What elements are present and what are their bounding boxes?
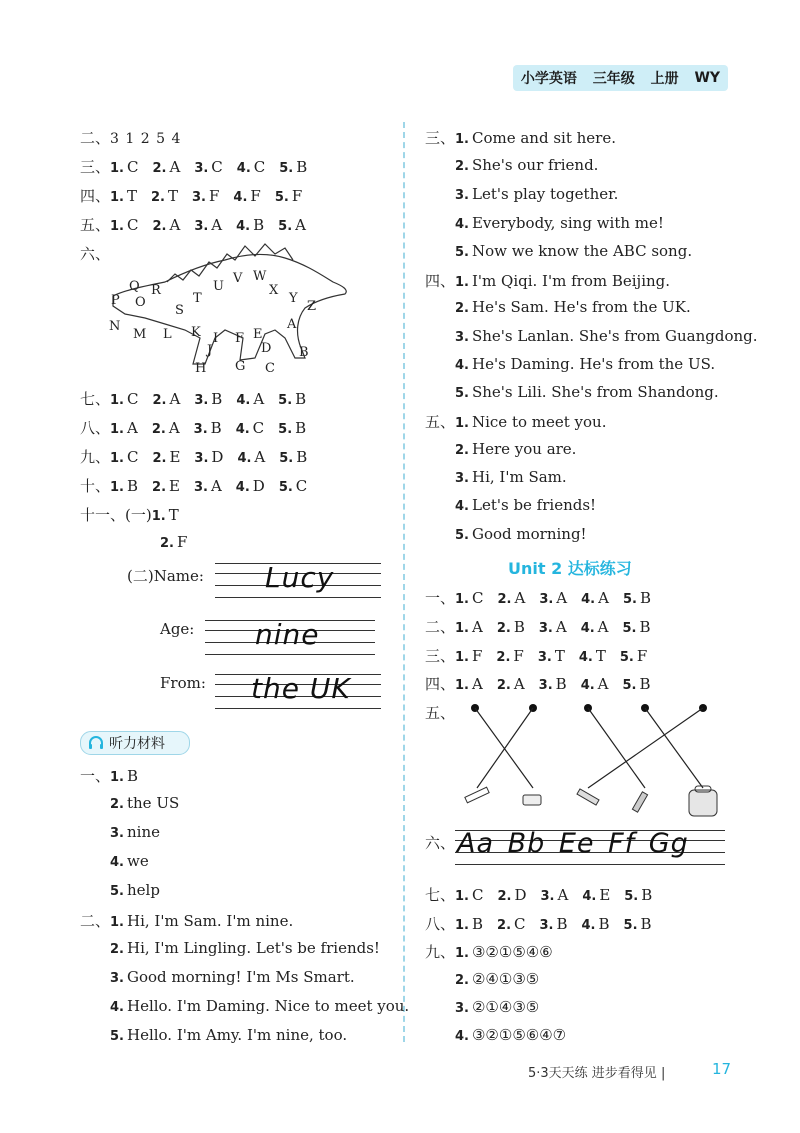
unit-row-9-2: 2. ②④①③⑤: [455, 970, 540, 988]
dinosaur-illustration: [105, 238, 355, 378]
right-r3-2: 2. She's our friend.: [455, 156, 599, 174]
listening-badge: [80, 731, 190, 755]
dot-label-O: O: [135, 295, 146, 310]
handwritten-name: Lucy: [265, 561, 335, 594]
item: 4. B: [236, 216, 265, 234]
section-label: 三、: [80, 158, 111, 176]
item: 5. B: [622, 618, 651, 636]
page-header: [513, 65, 728, 91]
item: 2. A: [497, 589, 526, 607]
item: 2. T: [151, 187, 179, 205]
handwriting-from: [215, 674, 381, 714]
section-label: 六、: [425, 834, 456, 852]
unit-row-6: [425, 832, 455, 853]
section-label: 四、: [425, 675, 456, 693]
dot-label-K: K: [191, 325, 201, 340]
item: 1. F: [455, 647, 483, 665]
right-r5-4: 4. Let's be friends!: [455, 496, 597, 514]
item: 2. D: [497, 886, 527, 904]
card-from-row: [160, 674, 206, 692]
field-label: Name:: [153, 567, 204, 585]
item: 2. A: [496, 675, 525, 693]
right-r4-3: 3. She's Lanlan. She's from Guangdong.: [455, 327, 758, 345]
item: 4. C: [236, 158, 266, 176]
handwriting-letters: [455, 826, 725, 870]
unit-row-1: [425, 587, 665, 608]
dot-label-N: N: [109, 319, 121, 334]
item: 3. D: [194, 448, 224, 466]
section-label: 三、: [425, 647, 456, 665]
footer-brand: 5·3天天练 进步看得见 |: [528, 1066, 666, 1081]
answer-row-qi: [80, 388, 320, 409]
section-label: 九、: [425, 943, 456, 961]
unit-row-8: [425, 913, 666, 934]
dot-label-H: H: [195, 361, 207, 376]
header-volume: 上册: [650, 71, 679, 87]
pen-icon: [632, 792, 647, 812]
answer-row-si: [80, 185, 316, 206]
item: 1. C: [110, 390, 139, 408]
answer-row-shiyi-2: [160, 533, 187, 551]
listening-title: 听力材料: [109, 736, 165, 752]
eraser-icon: [523, 795, 541, 805]
ruler-icon: [465, 787, 489, 803]
item: 2. B: [496, 618, 525, 636]
item: 2. A: [152, 216, 181, 234]
section-label: 十一、: [80, 506, 126, 524]
item: 4. A: [581, 589, 609, 607]
handwriting-age: [205, 620, 375, 660]
item: 2. F: [496, 647, 524, 665]
listen-l1-2: 2. the US: [110, 794, 180, 812]
item: 4. D: [235, 477, 265, 495]
card-name-row: [127, 565, 204, 586]
item: 2. A: [152, 158, 181, 176]
item: 1. A: [455, 675, 483, 693]
unit-row-2: [425, 616, 665, 637]
item: 5. F: [619, 647, 648, 665]
item: 3. A: [193, 477, 222, 495]
answer-row-er: [80, 127, 181, 148]
handwritten-from: the UK: [251, 672, 351, 705]
handwritten-age: nine: [255, 618, 320, 651]
unit-row-3: [425, 645, 661, 666]
section-label: 五、: [80, 216, 111, 234]
item-number: 1.: [151, 509, 166, 524]
unit-row-4: [425, 673, 665, 694]
dot-label-Z: Z: [307, 299, 317, 314]
section-label: 五、: [425, 704, 456, 722]
item: 1. C: [110, 216, 139, 234]
item: 3. B: [194, 390, 223, 408]
listen-l1-3: 3. nine: [110, 823, 160, 841]
header-edition: WY: [694, 70, 721, 86]
sub-label: (二): [127, 567, 154, 585]
listen-l2-5: 5. Hello. I'm Amy. I'm nine, too.: [110, 1026, 348, 1044]
section-label: 八、: [80, 419, 111, 437]
unit-row-7: [425, 884, 666, 905]
item: 1. C: [110, 448, 139, 466]
dot-label-W: W: [253, 269, 267, 284]
item: 1. T: [110, 187, 138, 205]
listen-l2-3: 3. Good morning! I'm Ms Smart.: [110, 968, 355, 986]
dot-label-F: F: [235, 331, 245, 346]
section-label: 七、: [80, 390, 111, 408]
dot-label-P: P: [111, 293, 120, 308]
right-r3-4: 4. Everybody, sing with me!: [455, 214, 664, 232]
listen-l1-5: 5. help: [110, 881, 160, 899]
right-r5-1: 五、 1. Nice to meet you.: [425, 413, 607, 431]
answer-row-wu: [80, 214, 320, 235]
section-label: 二、: [80, 129, 111, 147]
dot-label-I: I: [213, 331, 219, 346]
right-r5-2: 2. Here you are.: [455, 440, 577, 458]
dot-label-L: L: [163, 327, 172, 342]
section-label: 一、: [80, 767, 111, 785]
dot-label-A: A: [287, 317, 297, 332]
listen-l1-4: 4. we: [110, 852, 149, 870]
unit-title: Unit 2 达标练习: [508, 559, 632, 578]
item-number: 2.: [160, 536, 174, 551]
item: 5. F: [274, 187, 303, 205]
section-label: 二、: [80, 912, 111, 930]
section-label: 二、: [425, 618, 456, 636]
dot-label-D: D: [261, 341, 272, 356]
sub-label: (一): [125, 506, 152, 524]
item: 5. B: [622, 675, 651, 693]
dot-label-R: R: [151, 283, 161, 298]
section-label: 八、: [425, 915, 456, 933]
item: 1. C: [455, 886, 484, 904]
item: 2. C: [497, 915, 526, 933]
right-r3-3: 3. Let's play together.: [455, 185, 619, 203]
page-number: 17: [712, 1060, 732, 1078]
item: 3. T: [537, 647, 565, 665]
item: 3. F: [192, 187, 220, 205]
card-age-row: [160, 620, 194, 638]
item: 1. C: [110, 158, 139, 176]
header-subject: 小学英语: [520, 71, 577, 87]
item: 5. C: [278, 477, 308, 495]
item: 1. B: [455, 915, 484, 933]
right-r4-2: 2. He's Sam. He's from the UK.: [455, 298, 691, 316]
answer-row-jiu: [80, 446, 321, 467]
right-r3-1: 三、 1. Come and sit here.: [425, 129, 616, 147]
section-label: 四、: [425, 272, 456, 290]
dot-label-Y: Y: [289, 291, 298, 306]
right-r5-5: 5. Good morning!: [455, 525, 587, 543]
listen-l2-4: 4. Hello. I'm Daming. Nice to meet you.: [110, 997, 410, 1015]
pencil-icon: [577, 789, 599, 805]
answer-text: 3 1 2 5 4: [110, 131, 182, 147]
dot-label-S: S: [175, 303, 184, 318]
item: 3. B: [539, 915, 568, 933]
item: 4. A: [580, 618, 609, 636]
item: 5. B: [624, 886, 653, 904]
dot-label-C: C: [265, 361, 275, 376]
listen-l2-1: 二、 1. Hi, I'm Sam. I'm nine.: [80, 912, 294, 930]
item: 3. A: [194, 216, 223, 234]
answer-row-shi: [80, 475, 321, 496]
dot-label-G: G: [235, 359, 246, 374]
item: 3. A: [539, 589, 568, 607]
item: 4. T: [578, 647, 606, 665]
unit-row-9-1: 九、 1. ③②①⑤④⑥: [425, 943, 553, 961]
answer-row-ba: [80, 417, 320, 438]
item: 4. A: [236, 390, 265, 408]
field-label: From:: [160, 674, 206, 692]
header-grade: 三年级: [592, 71, 635, 87]
listen-l2-2: 2. Hi, I'm Lingling. Let's be friends!: [110, 939, 380, 957]
right-r4-4: 4. He's Daming. He's from the US.: [455, 355, 716, 373]
item: 4. B: [581, 915, 610, 933]
dot-label-U: U: [213, 279, 224, 294]
item: 1. A: [110, 419, 138, 437]
handwriting-name: [215, 563, 381, 603]
item: 4. A: [237, 448, 266, 466]
dot-label-B: B: [299, 345, 309, 360]
item: 5. B: [622, 589, 651, 607]
item: 2. E: [152, 477, 180, 495]
field-label: Age:: [160, 620, 195, 638]
right-r5-3: 3. Hi, I'm Sam.: [455, 468, 567, 486]
item: 2. E: [152, 448, 181, 466]
bag-icon: [689, 786, 717, 816]
item: 5. B: [279, 158, 308, 176]
item-answer: F: [176, 533, 188, 551]
section-label: 六、: [80, 245, 111, 263]
unit-row-9-4: 4. ③②①⑤⑥④⑦: [455, 1026, 567, 1044]
dot-label-M: M: [133, 327, 147, 342]
item: 2. A: [152, 390, 181, 408]
item: 2. A: [151, 419, 180, 437]
item: 5. B: [278, 390, 307, 408]
section-label: 三、: [425, 129, 456, 147]
item: 4. E: [582, 886, 611, 904]
item: 4. C: [235, 419, 265, 437]
item: 5. B: [279, 448, 308, 466]
unit-row-9-3: 3. ②①④③⑤: [455, 998, 540, 1016]
dot-label-V: V: [233, 271, 243, 286]
right-r4-5: 5. She's Lili. She's from Shandong.: [455, 383, 719, 401]
item: 3. C: [194, 158, 223, 176]
right-r4-1: 四、 1. I'm Qiqi. I'm from Beijing.: [425, 272, 671, 290]
item: 1. A: [455, 618, 483, 636]
column-divider: [403, 122, 405, 1042]
right-r3-5: 5. Now we know the ABC song.: [455, 242, 693, 260]
section-label: 九、: [80, 448, 111, 466]
item-answer: T: [168, 506, 179, 524]
section-label: 一、: [425, 589, 456, 607]
item: 1. B: [110, 477, 139, 495]
answer-row-san: [80, 156, 321, 177]
answer-row-shiyi: [80, 504, 179, 525]
item: 1. C: [455, 589, 484, 607]
item: 3. A: [538, 618, 567, 636]
item: 4. A: [580, 675, 609, 693]
item: 3. B: [193, 419, 222, 437]
dot-label-T: T: [193, 291, 202, 306]
item: 3. B: [538, 675, 567, 693]
section-label: 十、: [80, 477, 111, 495]
dot-label-Q: Q: [129, 279, 140, 294]
item: 3. A: [540, 886, 569, 904]
handwritten-letters: Aa Bb Ee Ff Gg: [457, 828, 689, 859]
unit-row-5: [425, 702, 455, 723]
dot-label-E: E: [253, 327, 263, 342]
section-label: 四、: [80, 187, 111, 205]
item: 4. F: [233, 187, 261, 205]
item: 5. A: [278, 216, 306, 234]
section-label: 七、: [425, 886, 456, 904]
item: 5. B: [623, 915, 652, 933]
item: 5. B: [278, 419, 307, 437]
headphones-icon: [87, 735, 105, 751]
section-label: 五、: [425, 413, 456, 431]
matching-diagram: [455, 700, 730, 820]
listen-l1-1: 一、 1. B: [80, 767, 139, 785]
dot-label-X: X: [269, 283, 279, 298]
dot-label-J: J: [207, 343, 213, 358]
